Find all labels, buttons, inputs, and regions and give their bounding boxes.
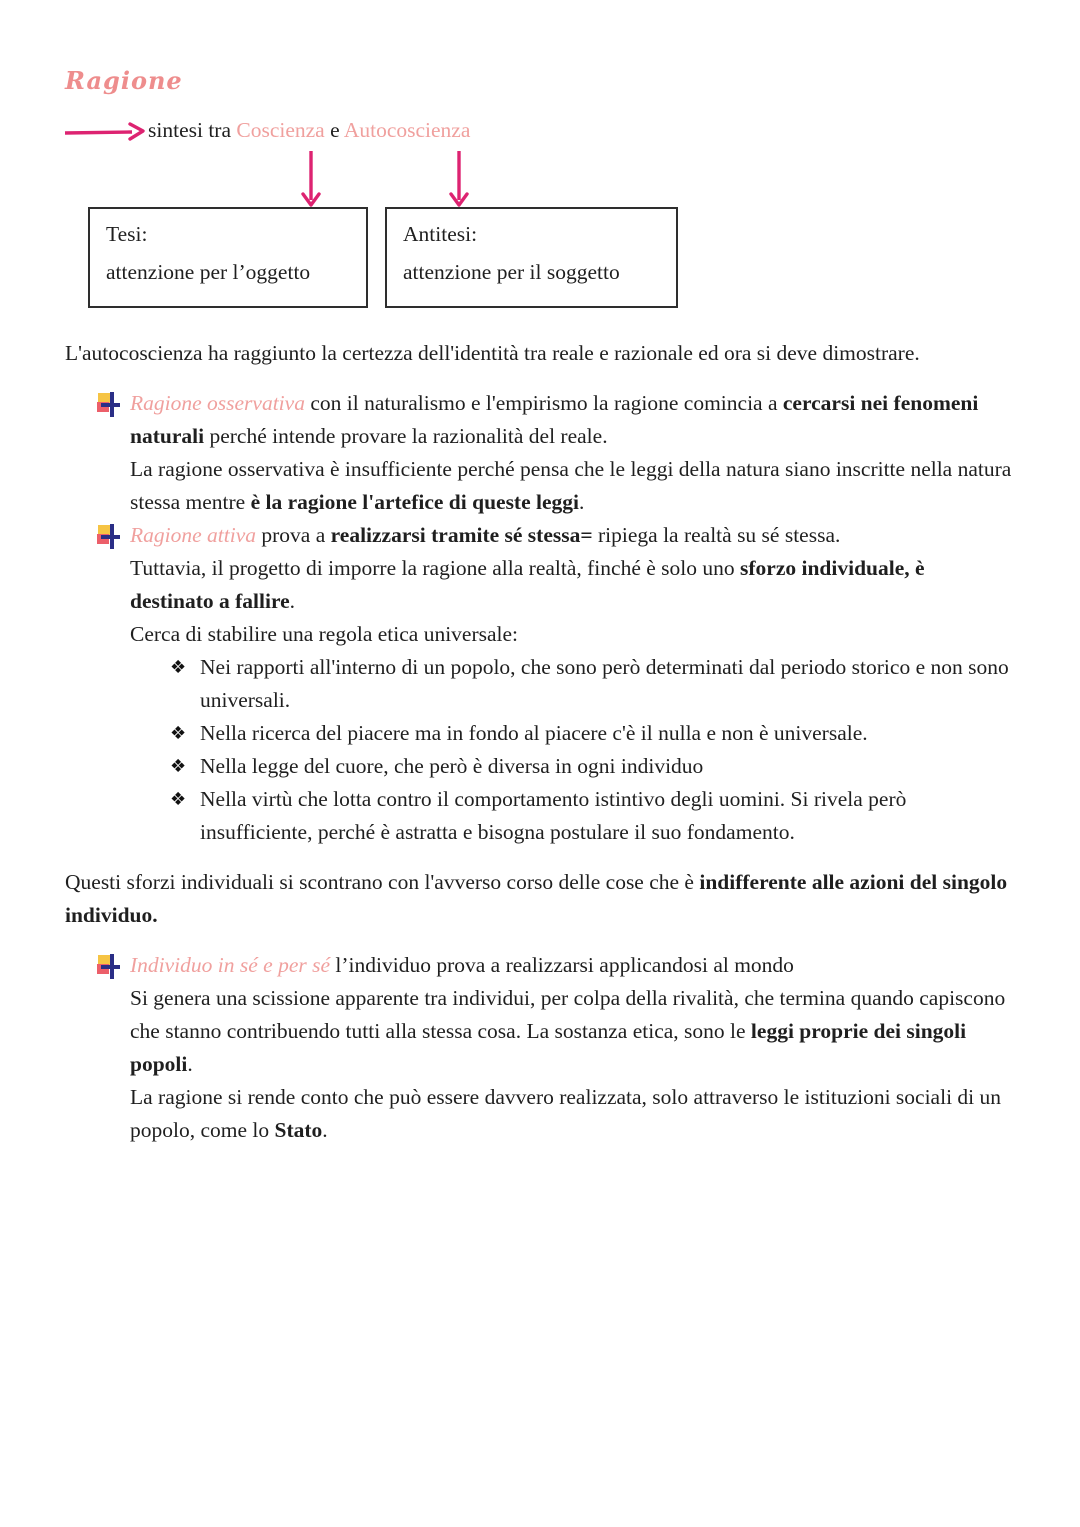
sub-item-text: Nella legge del cuore, che però è diversa in ogni individuo: [200, 754, 704, 778]
concept-diagram: [0, 0, 1080, 337]
tesi-box-label: Tesi:: [106, 222, 148, 246]
sub-item-text: Nella virtù che lotta contro il comportamento istintivo degli uomini. Si rivela però insufficiente, perché è astratta e bisogna postulare il suo fondamento.: [200, 787, 907, 844]
sub-list-item: [170, 651, 1012, 717]
list-item-individuo-in-se-e-per-se: [97, 949, 1012, 1147]
diamond-bullet-icon: ❖: [170, 723, 187, 744]
colored-cross-bullet-icon: [97, 392, 123, 418]
right-arrow-icon: [64, 120, 146, 144]
notes-body: [0, 337, 1080, 1147]
list-item-ragione-attiva: [97, 519, 1012, 849]
list-item-content: [130, 949, 1012, 1147]
text-line: La ragione si rende conto che può essere davvero realizzata, solo attraverso le istituzioni sociali di un popolo, come lo Stato.: [130, 1085, 1002, 1142]
text-line: Tuttavia, il progetto di imporre la ragione alla realtà, finché è solo uno sforzo individuale, è destinato a fallire.: [130, 556, 925, 613]
sub-list-item: [170, 783, 1012, 849]
intro-paragraph: L'autocoscienza ha raggiunto la certezza dell'identità tra reale e razionale ed ora si deve dimostrare.: [65, 341, 920, 365]
diamond-bullet-icon: ❖: [170, 657, 187, 678]
text-line: Si genera una scissione apparente tra individui, per colpa della rivalità, che termina quando capiscono che stanno contribuendo tutti alla stessa cosa. La sostanza etica, sono le leggi proprie dei singoli popoli.: [130, 986, 1006, 1076]
sub-bullet-list: [130, 651, 1012, 849]
diamond-bullet-icon: ❖: [170, 756, 187, 777]
text-line: Cerca di stabilire una regola etica universale:: [130, 622, 519, 646]
tesi-box: [88, 207, 368, 308]
sub-list-item: [170, 750, 1012, 783]
sub-item-text: Nella ricerca del piacere ma in fondo al piacere c'è il nulla e non è universale.: [200, 721, 868, 745]
list-item-content: [130, 387, 1012, 519]
sub-list-item: [170, 717, 1012, 750]
page-title: Ragione: [65, 66, 183, 95]
text-line: Ragione attiva prova a realizzarsi tramite sé stessa= ripiega la realtà su sé stessa.: [130, 523, 841, 547]
synthesis-line: sintesi tra Coscienza e Autocoscienza: [148, 118, 471, 142]
down-arrow-icon: [448, 150, 470, 208]
text-line: La ragione osservativa è insufficiente perché pensa che le leggi della natura siano inscritte nella natura stessa mentre è la ragione l'artefice di queste leggi.: [130, 457, 1012, 514]
middle-paragraph: Questi sforzi individuali si scontrano con l'avverso corso delle cose che è indifferente alle azioni del singolo individuo.: [65, 870, 1008, 927]
list-item-content: [130, 519, 1012, 849]
list-item-ragione-osservativa: [97, 387, 1012, 519]
text-line: Ragione osservativa con il naturalismo e l'empirismo la ragione comincia a cercarsi nei fenomeni naturali perché intende provare la razionalità del reale.: [130, 391, 979, 448]
text-line: Individuo in sé e per sé l’individuo prova a realizzarsi applicandosi al mondo: [130, 953, 794, 977]
antitesi-box: [385, 207, 678, 308]
tesi-box-text: attenzione per l’oggetto: [106, 260, 311, 284]
colored-cross-bullet-icon: [97, 524, 123, 550]
bullet-list: [65, 949, 1012, 1147]
antitesi-box-label: Antitesi:: [403, 222, 478, 246]
antitesi-box-text: attenzione per il soggetto: [403, 260, 620, 284]
colored-cross-bullet-icon: [97, 954, 123, 980]
diamond-bullet-icon: ❖: [170, 789, 187, 810]
bullet-list: [65, 387, 1012, 849]
down-arrow-icon: [300, 150, 322, 208]
sub-item-text: Nei rapporti all'interno di un popolo, che sono però determinati dal periodo storico e non sono universali.: [200, 655, 1009, 712]
